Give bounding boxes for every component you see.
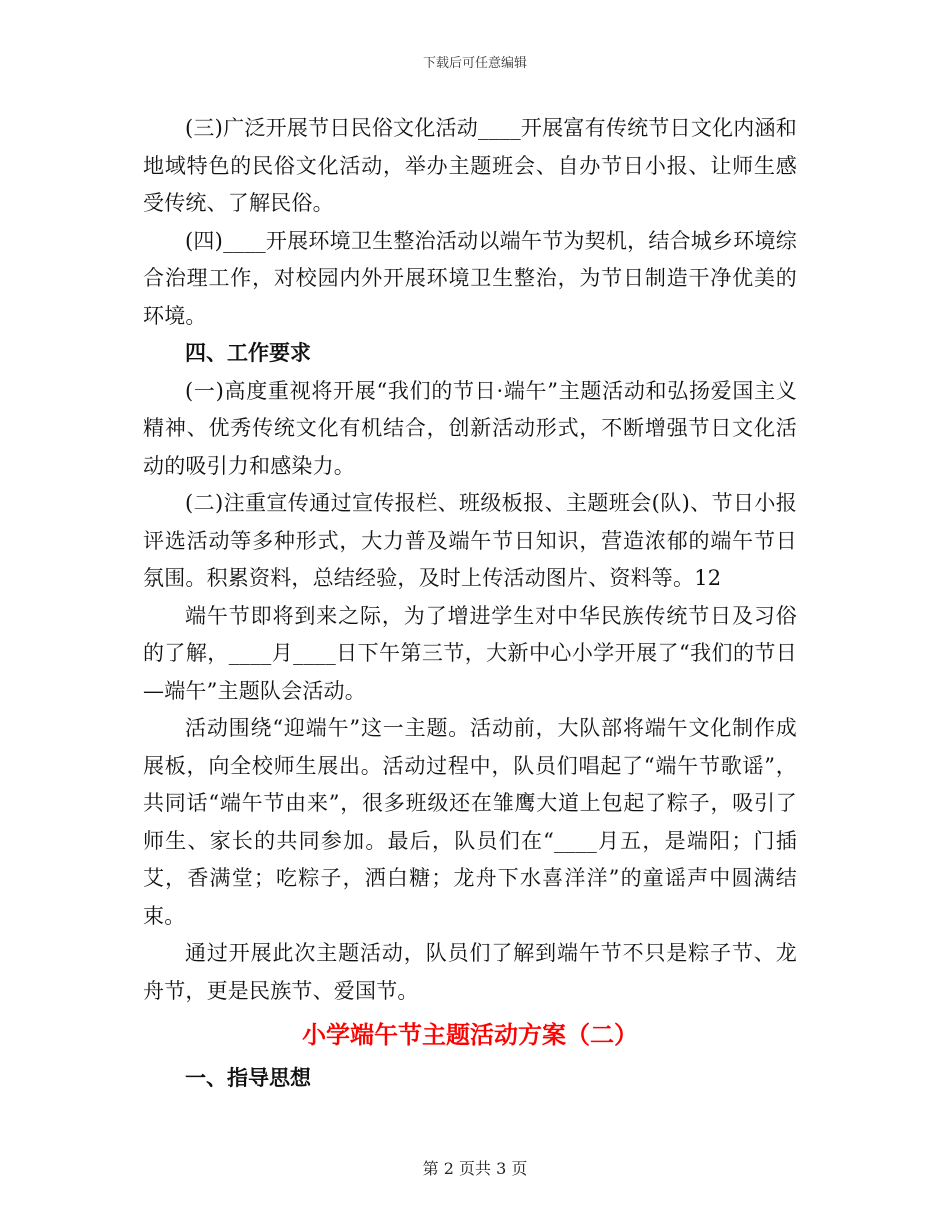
paragraph-high-attention: (一)高度重视将开展“我们的节日·端午”主题活动和弘扬爱国主义精神、优秀传统文化有机结合，创新活动形式，不断增强节日文化活动的吸引力和感染力。 (143, 378, 797, 478)
paragraph-event-summary: 通过开展此次主题活动，队员们了解到端午节不只是粽子节、龙舟节，更是民族节、爱国节。 (143, 941, 797, 1003)
document-body (143, 110, 797, 1098)
paragraph-event-process: 活动围绕“迎端午”这一主题。活动前，大队部将端午文化制作成展板，向全校师生展出。活动过程中，队员们唱起了“端午节歌谣”，共同话“端午节由来”，很多班级还在雏鹰大道上包起了粽子，吸引了师生、家长的共同参加。最后，队员们在“____月五，是端阳；门插艾，香满堂；吃粽子，洒白糖；龙舟下水喜洋洋”的童谣声中圆满结束。 (143, 716, 797, 928)
page-header-note: 下载后可任意编辑 (422, 56, 527, 71)
paragraph-publicity: (二)注重宣传通过宣传报栏、班级板报、主题班会(队)、节日小报评选活动等多种形式，大力普及端午节日知识，营造浓郁的端午节日氛围。积累资料，总结经验，及时上传活动图片、资料等。12 (143, 491, 797, 590)
section-heading-work-requirements: 四、工作要求 (185, 341, 311, 365)
plan-title-two: 小学端午节主题活动方案（二） (302, 1021, 638, 1049)
paragraph-folk-culture: (三)广泛开展节日民俗文化活动____开展富有传统节日文化内涵和地域特色的民俗文化活动，举办主题班会、自办节日小报、让师生感受传统、了解民俗。 (143, 116, 797, 215)
paragraph-event-intro: 端午节即将到来之际，为了增进学生对中华民族传统节日及习俗的了解，____月____日下午第三节，大新中心小学开展了“我们的节日—端午”主题队会活动。 (143, 603, 797, 703)
page-number-footer: 第 2 页共 3 页 (422, 1159, 528, 1178)
paragraph-environment: (四)____开展环境卫生整治活动以端午节为契机，结合城乡环境综合治理工作，对校园内外开展环境卫生整治，为节日制造干净优美的环境。 (143, 228, 797, 328)
section-heading-guiding-ideology: 一、指导思想 (185, 1066, 311, 1090)
